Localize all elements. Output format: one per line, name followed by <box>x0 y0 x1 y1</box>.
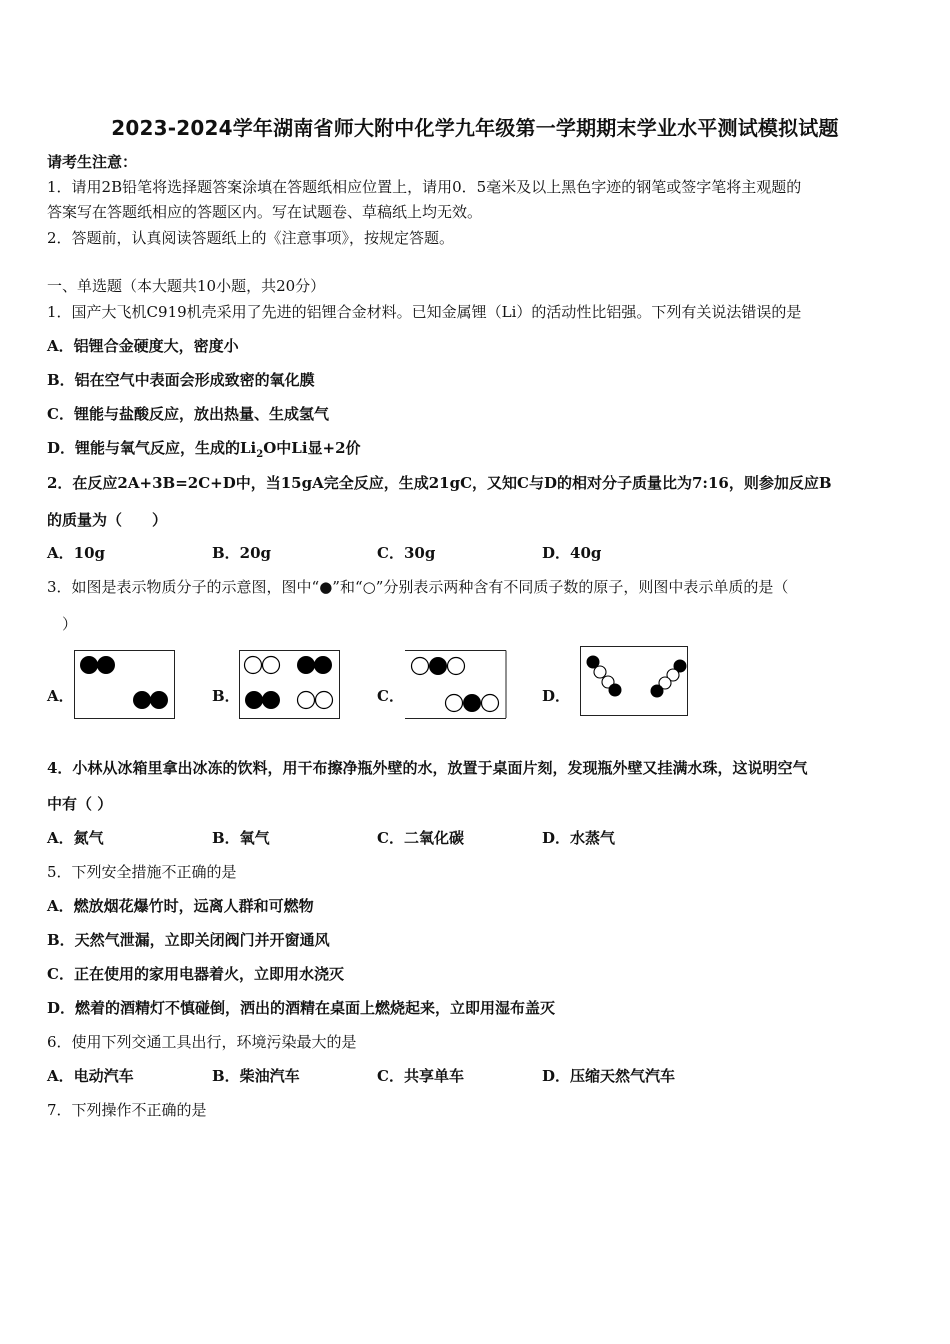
notice-line-2: 答案写在答题纸相应的答题区内。写在试题卷、草稿纸上均无效。 <box>47 203 483 221</box>
q6-stem: 6．使用下列交通工具出行，环境污染最大的是 <box>47 1033 357 1051</box>
q6-option-d: D．压缩天然气汽车 <box>542 1067 676 1085</box>
q1-option-a: A．铝锂合金硬度大，密度小 <box>47 337 239 355</box>
q7-stem: 7．下列操作不正确的是 <box>47 1101 207 1119</box>
q4-option-d: D．水蒸气 <box>542 829 616 847</box>
q3-figure-c <box>404 650 508 720</box>
q3-option-a: A． <box>47 687 74 705</box>
q5-option-a: A．燃放烟花爆竹时，远离人群和可燃物 <box>47 897 314 915</box>
q1-option-d-post: O中Li显+2价 <box>263 439 361 457</box>
q3-stem-2: ） <box>62 615 78 633</box>
q3-stem-1: 3．如图是表示物质分子的示意图，图中“●”和“○”分别表示两种含有不同质子数的原子，则图中表示单质的是（ <box>47 578 789 596</box>
q1-option-d-sub: 2 <box>256 449 264 460</box>
q1-option-b: B．铝在空气中表面会形成致密的氧化膜 <box>47 371 315 389</box>
q1-stem: 1．国产大飞机C919机壳采用了先进的铝锂合金材料。已知金属锂（Li）的活动性比铝强。下列有关说法错误的是 <box>47 303 802 321</box>
q1-option-d-pre: D．锂能与氧气反应，生成的Li <box>47 439 257 457</box>
q5-option-c: C．正在使用的家用电器着火，立即用水浇灭 <box>47 965 344 983</box>
q3-option-b: B． <box>212 687 240 705</box>
q4-option-a: A．氮气 <box>47 829 104 847</box>
q3-figure-a <box>74 650 176 720</box>
q4-stem-1: 4．小林从冰箱里拿出冰冻的饮料，用干布擦净瓶外壁的水，放置于桌面片刻，发现瓶外壁又挂满水珠，这说明空气 <box>47 759 808 777</box>
q4-option-b: B．氧气 <box>212 829 270 847</box>
q5-option-d: D．燃着的酒精灯不慎碰倒，洒出的酒精在桌面上燃烧起来，立即用湿布盖灭 <box>47 999 556 1017</box>
notice-line-1: 1．请用2B铅笔将选择题答案涂填在答题纸相应位置上，请用0．5毫米及以上黑色字迹的钢笔或签字笔将主观题的 <box>47 178 802 196</box>
q2-option-c: C．30g <box>377 544 436 562</box>
q5-option-b: B．天然气泄漏，立即关闭阀门并开窗通风 <box>47 931 330 949</box>
q1-option-c: C．锂能与盐酸反应，放出热量、生成氢气 <box>47 405 329 423</box>
q2-stem-1: 2．在反应2A+3B=2C+D中，当15gA完全反应，生成21gC，又知C与D的相对分子质量比为7:16，则参加反应B <box>47 474 832 492</box>
q4-stem-2: 中有（ ） <box>47 795 113 813</box>
q2-option-d: D．40g <box>542 544 602 562</box>
notice-heading: 请考生注意： <box>47 153 138 171</box>
q4-option-c: C．二氧化碳 <box>377 829 464 847</box>
q3-figure-b <box>239 650 341 720</box>
q6-option-a: A．电动汽车 <box>47 1067 134 1085</box>
q1-option-d <box>47 438 361 465</box>
q2-option-a: A．10g <box>47 544 106 562</box>
q5-stem: 5．下列安全措施不正确的是 <box>47 863 237 881</box>
q6-option-c: C．共享单车 <box>377 1067 464 1085</box>
notice-line-3: 2．答题前，认真阅读答题纸上的《注意事项》，按规定答题。 <box>47 229 455 247</box>
q2-option-b: B．20g <box>212 544 272 562</box>
q3-figure-d <box>580 646 690 718</box>
section-heading: 一、单选题（本大题共10小题，共20分） <box>47 277 326 295</box>
page-title: 2023-2024学年湖南省师大附中化学九年级第一学期期末学业水平测试模拟试题 <box>111 116 839 140</box>
q3-option-c: C． <box>377 687 404 705</box>
q3-option-d: D． <box>542 687 571 705</box>
q6-option-b: B．柴油汽车 <box>212 1067 300 1085</box>
q2-stem-2: 的质量为（ ） <box>47 511 168 529</box>
